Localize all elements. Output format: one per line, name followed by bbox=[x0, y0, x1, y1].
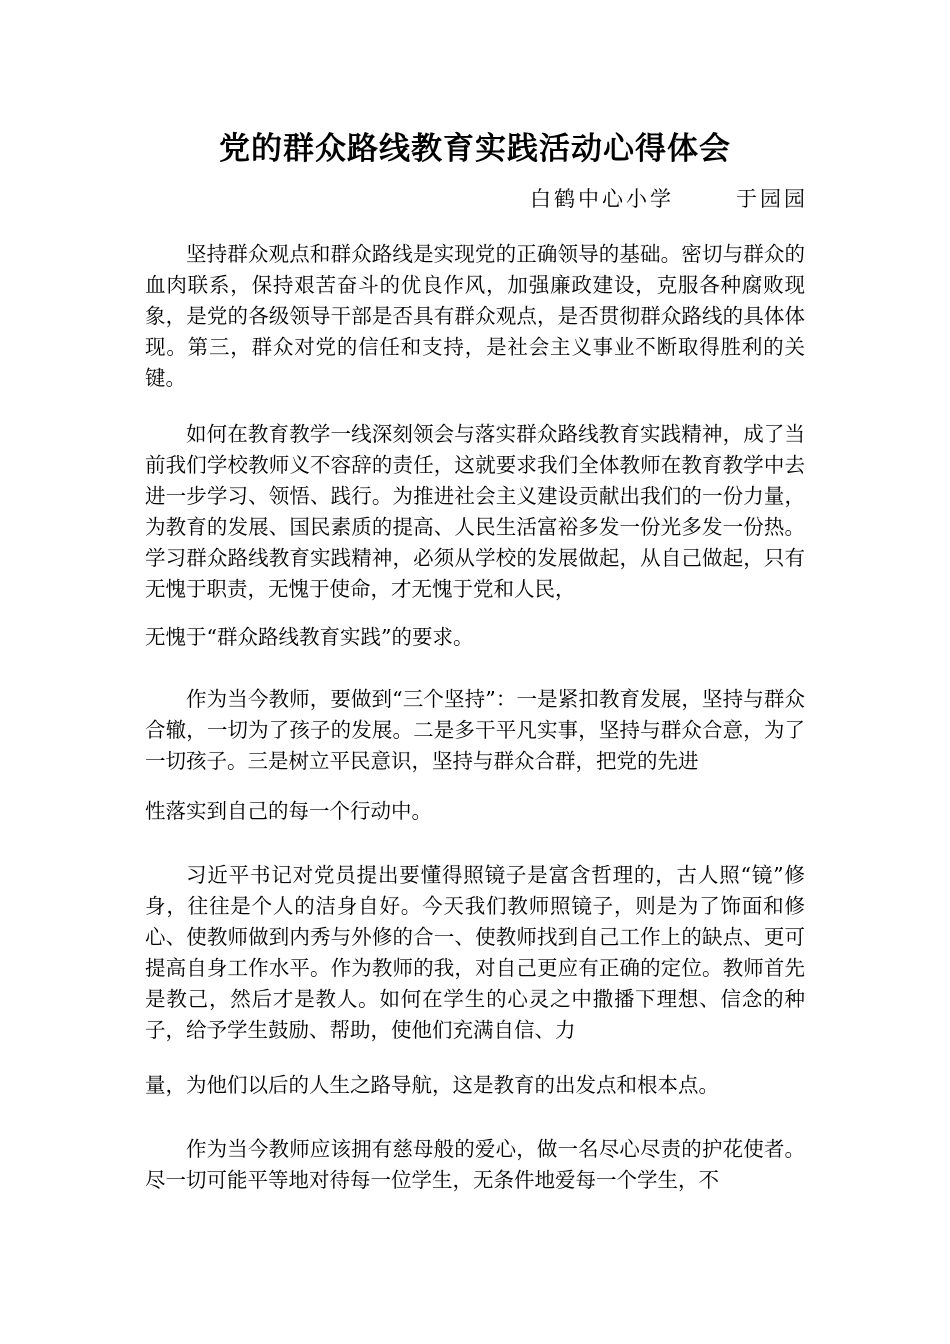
paragraph-continuation: 性落实到自己的每一个行动中。 bbox=[145, 799, 432, 823]
byline bbox=[530, 184, 808, 214]
paragraph-continuation: 量，为他们以后的人生之路导航，这是教育的出发点和根本点。 bbox=[145, 1073, 719, 1097]
paragraph-continuation: 无愧于“群众路线教育实践”的要求。 bbox=[145, 625, 474, 649]
paragraph: 作为当今教师应该拥有慈母般的爱心，做一名尽心尽责的护花使者。尽一切可能平等地对待每一位学生，无条件地爱每一个学生，不 bbox=[145, 1137, 805, 1192]
author-name: 于园园 bbox=[736, 187, 808, 211]
paragraph: 坚持群众观点和群众路线是实现党的正确领导的基础。密切与群众的血肉联系，保持艰苦奋斗的优良作风，加强廉政建设，克服各种腐败现象，是党的各级领导干部是否具有群众观点，是否贯彻群众路线的具体体现。第三，群众对党的信任和支持，是社会主义事业不断取得胜利的关键。 bbox=[145, 242, 805, 390]
paragraph: 如何在教育教学一线深刻领会与落实群众路线教育实践精神，成了当前我们学校教师义不容辞的责任，这就要求我们全体教师在教育教学中去进一步学习、领悟、践行。为推进社会主义建设贡献出我们的一份力量，为教育的发展、国民素质的提高、人民生活富裕多发一份光多发一份热。学习群众路线教育实践精神，必须从学校的发展做起，从自己做起，只有无愧于职责，无愧于使命，才无愧于党和人民， bbox=[145, 422, 805, 601]
paragraph: 习近平书记对党员提出要懂得照镜子是富含哲理的，古人照“镜”修身，往往是个人的洁身自好。今天我们教师照镜子，则是为了饰面和修心、使教师做到内秀与外修的合一、使教师找到自己工作上的缺点、更可提高自身工作水平。作为教师的我，对自己更应有正确的定位。教师首先是教己，然后才是教人。如何在学生的心灵之中撒播下理想、信念的种子，给予学生鼓励、帮助，使他们充满自信、力 bbox=[145, 863, 805, 1042]
document-title: 党的群众路线教育实践活动心得体会 bbox=[219, 131, 731, 167]
paragraph: 作为当今教师，要做到“三个坚持”：一是紧扣教育发展，坚持与群众合辙，一切为了孩子的发展。二是多干平凡实事，坚持与群众合意，为了一切孩子。三是树立平民意识，坚持与群众合群，把党的先进 bbox=[145, 687, 805, 773]
school-name: 白鹤中心小学 bbox=[530, 187, 674, 211]
